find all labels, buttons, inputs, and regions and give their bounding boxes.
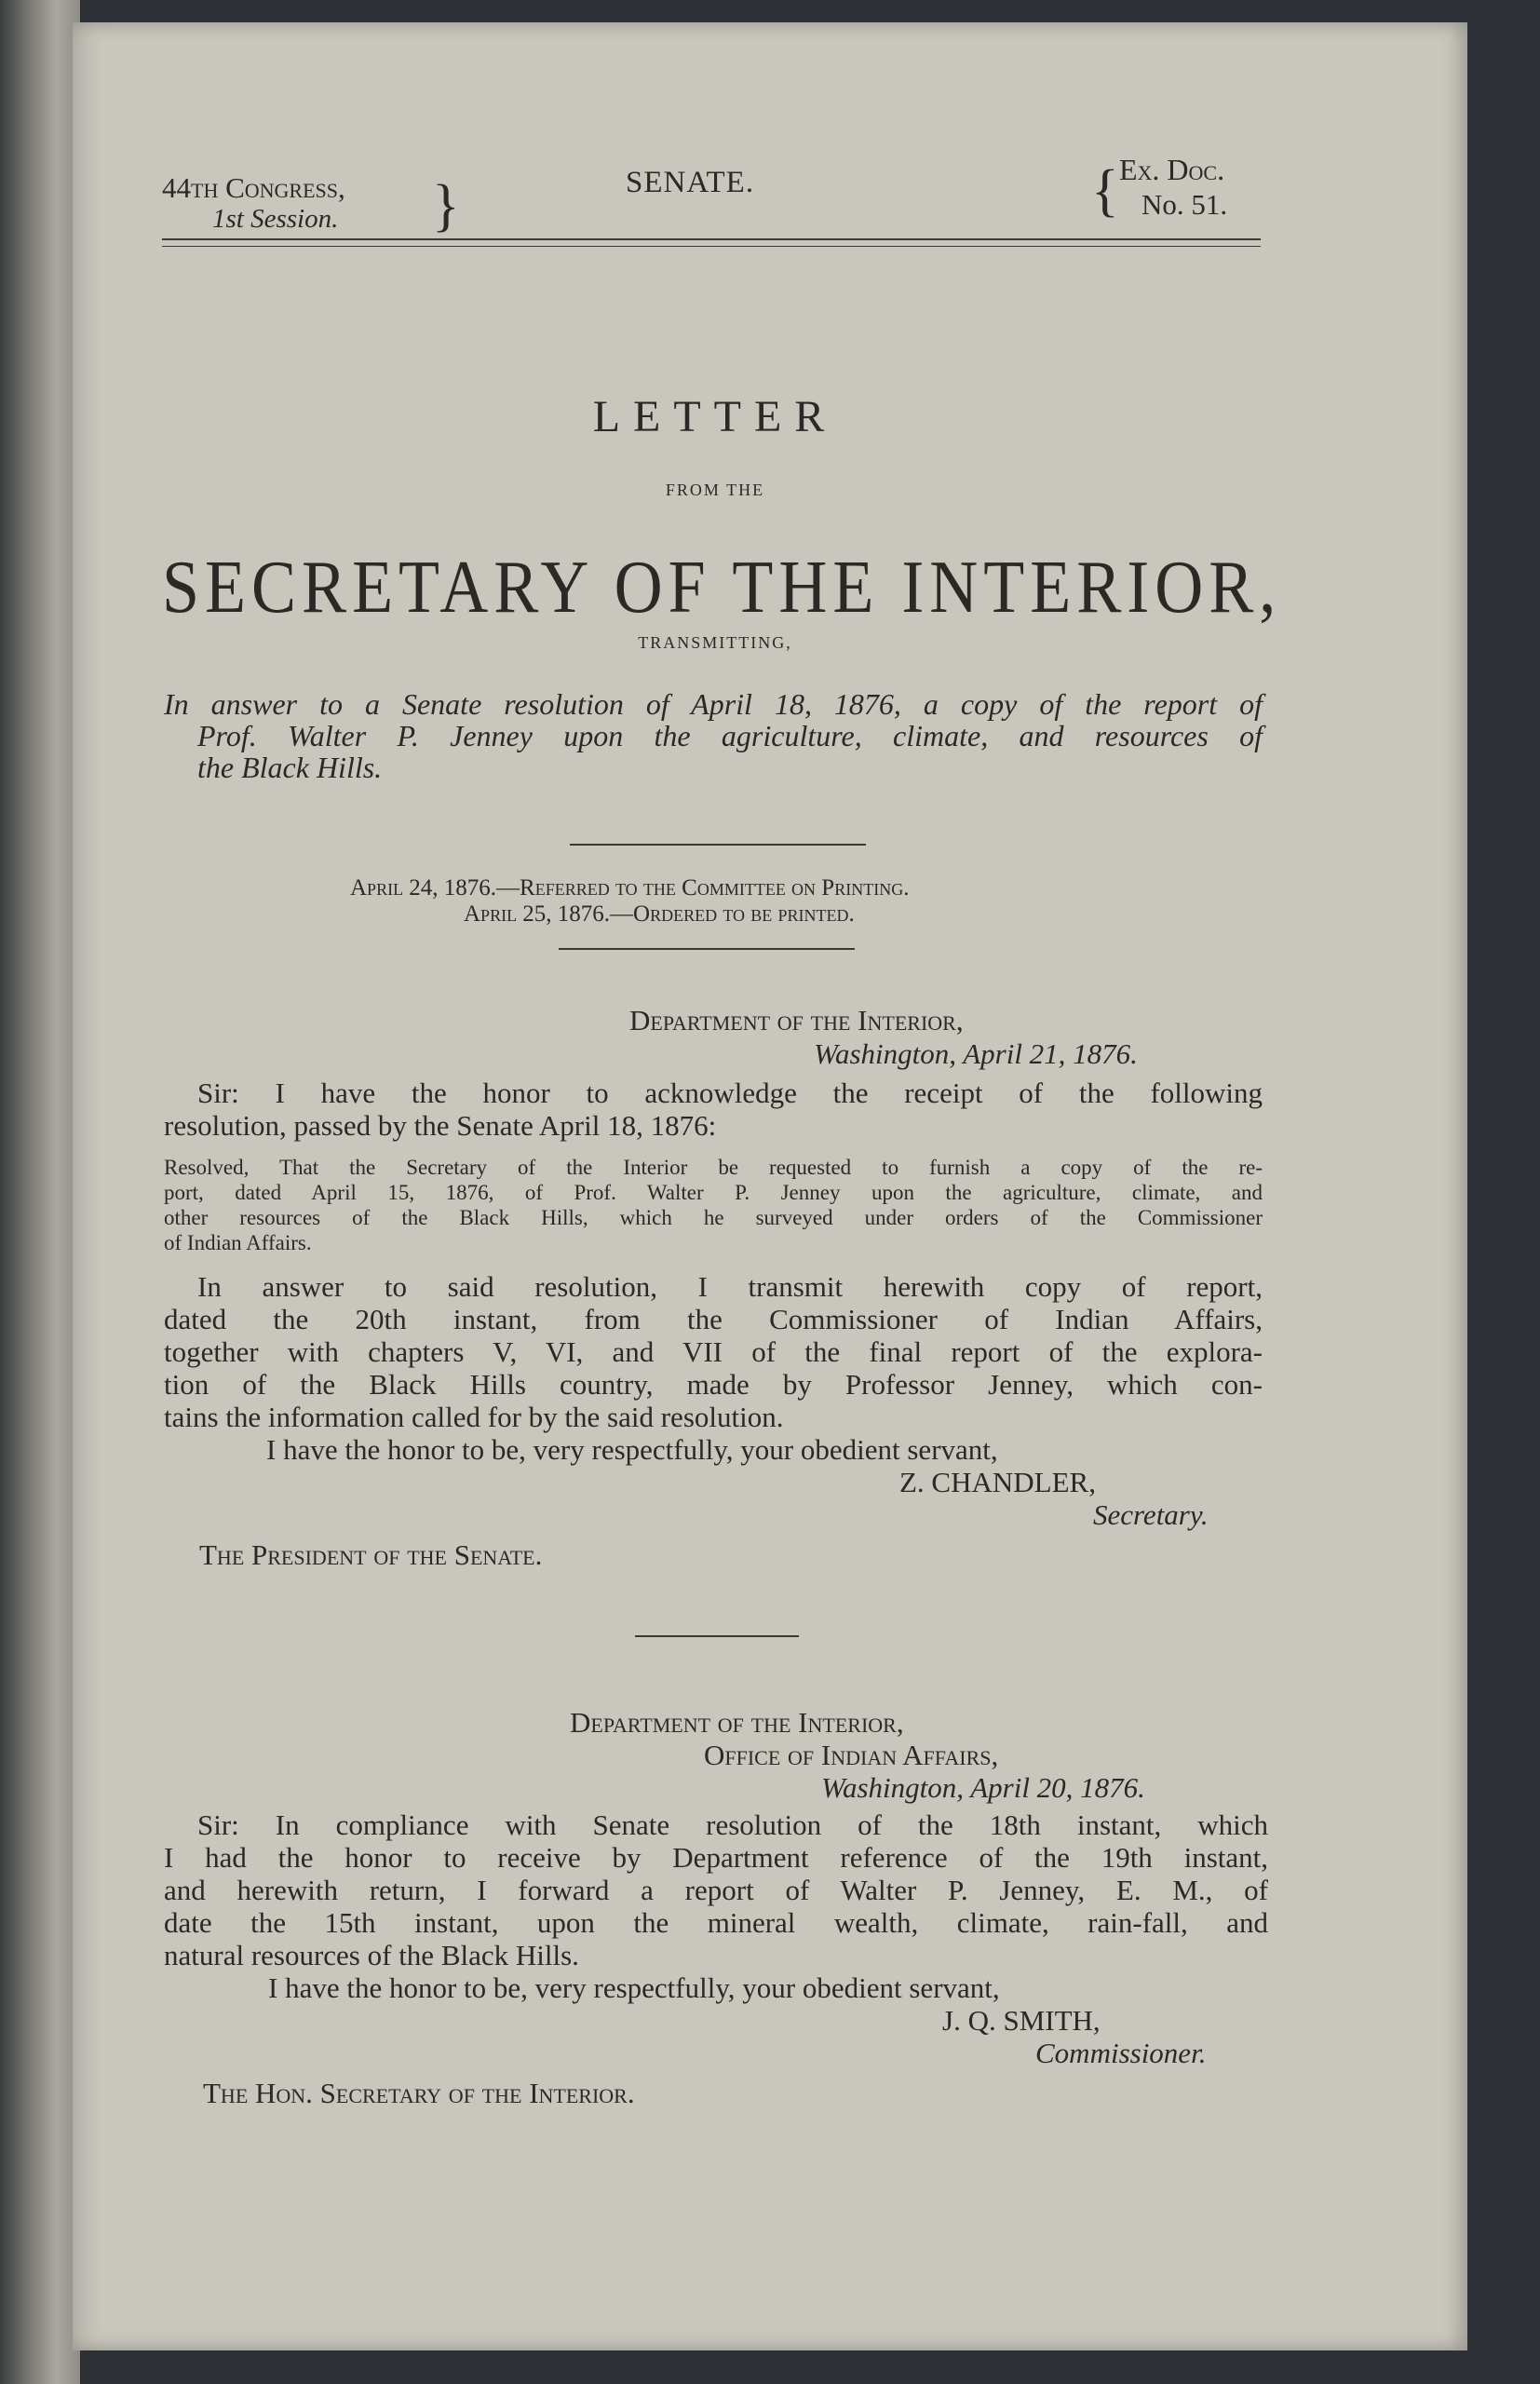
letter1-body-5: tains the information called for by the said resolution.: [164, 1401, 784, 1433]
title-letter: LETTER: [592, 392, 838, 441]
letter2-signature: J. Q. SMITH,: [942, 2004, 1101, 2037]
letter1-department: Department of the Interior,: [629, 1004, 964, 1036]
letter2-body-1: Sir: In compliance with Senate resolution of the 18th instant, which: [197, 1808, 1268, 1841]
letter2-body-4: date the 15th instant, upon the mineral wealth, climate, rain-fall, and: [164, 1906, 1268, 1939]
letter1-body-4: tion of the Black Hills country, made by Professor Jenney, which con-: [164, 1368, 1263, 1401]
header-chamber: SENATE.: [626, 166, 755, 199]
referral-line-1: April 24, 1876.—Referred to the Committee on Printing.: [350, 875, 910, 901]
letter1-dateline: Washington, April 21, 1876.: [814, 1037, 1138, 1070]
referral-line-2: April 25, 1876.—Ordered to be printed.: [464, 901, 855, 927]
letter1-closing: I have the honor to be, very respectfully, your obedient servant,: [266, 1433, 998, 1466]
subject-line-3: the Black Hills.: [197, 751, 383, 784]
letter1-signature: Z. CHANDLER,: [899, 1466, 1096, 1498]
letter2-dateline: Washington, April 20, 1876.: [821, 1771, 1145, 1804]
letter-separator: [635, 1635, 799, 1637]
page-gutter: [0, 0, 80, 2384]
header-congress: 44th Congress,: [162, 171, 345, 204]
letter1-body-2: dated the 20th instant, from the Commissioner of Indian Affairs,: [164, 1303, 1263, 1335]
letter2-closing: I have the honor to be, very respectfully, your obedient servant,: [268, 1971, 1000, 2004]
header-rule-bottom: [162, 246, 1261, 247]
letter1-intro-2: resolution, passed by the Senate April 18, 1876:: [164, 1109, 717, 1142]
letter1-addressee: The President of the Senate.: [199, 1538, 543, 1571]
letter2-body-5: natural resources of the Black Hills.: [164, 1939, 579, 1971]
title-from: FROM THE: [665, 481, 765, 499]
subject-line-2: Prof. Walter P. Jenney upon the agriculture, climate, and resources of: [197, 719, 1263, 752]
resolution-line-4: of Indian Affairs.: [164, 1231, 312, 1254]
letter2-body-3: and herewith return, I forward a report of Walter P. Jenney, E. M., of: [164, 1874, 1268, 1906]
header-session: 1st Session.: [212, 204, 339, 234]
letter2-signer-title: Commissioner.: [1035, 2037, 1207, 2069]
letter1-body-1: In answer to said resolution, I transmit herewith copy of report,: [197, 1270, 1263, 1303]
title-divider-bottom: [559, 948, 855, 950]
letter1-signer-title: Secretary.: [1093, 1498, 1209, 1531]
letter2-body-2: I had the honor to receive by Department reference of the 19th instant,: [164, 1841, 1268, 1874]
letter1-intro-1: Sir: I have the honor to acknowledge the receipt of the following: [197, 1077, 1263, 1109]
header-doc-type: Ex. Doc.: [1119, 153, 1225, 186]
header-rule-top: [162, 238, 1261, 240]
left-brace: }: [432, 174, 460, 237]
subject-line-1: In answer to a Senate resolution of April 18, 1876, a copy of the report of: [164, 687, 1263, 721]
header-doc-number: No. 51.: [1141, 188, 1228, 221]
resolution-line-2: port, dated April 15, 1876, of Prof. Walter P. Jenney upon the agriculture, climate, and: [164, 1181, 1263, 1204]
resolution-line-3: other resources of the Black Hills, which he surveyed under orders of the Commissioner: [164, 1206, 1263, 1229]
letter1-body-3: together with chapters V, VI, and VII of the final report of the explora-: [164, 1335, 1263, 1368]
title-divider-top: [570, 844, 866, 846]
letter2-addressee: The Hon. Secretary of the Interior.: [203, 2077, 635, 2109]
resolution-line-1: Resolved, That the Secretary of the Interior be requested to furnish a copy of the re-: [164, 1156, 1263, 1179]
title-transmitting: TRANSMITTING,: [638, 633, 792, 652]
title-secretary: SECRETARY OF THE INTERIOR,: [162, 545, 1282, 629]
document-page: [73, 22, 1467, 2350]
right-brace: {: [1091, 159, 1119, 223]
letter2-department: Department of the Interior,: [570, 1706, 904, 1739]
letter2-office: Office of Indian Affairs,: [704, 1739, 999, 1771]
